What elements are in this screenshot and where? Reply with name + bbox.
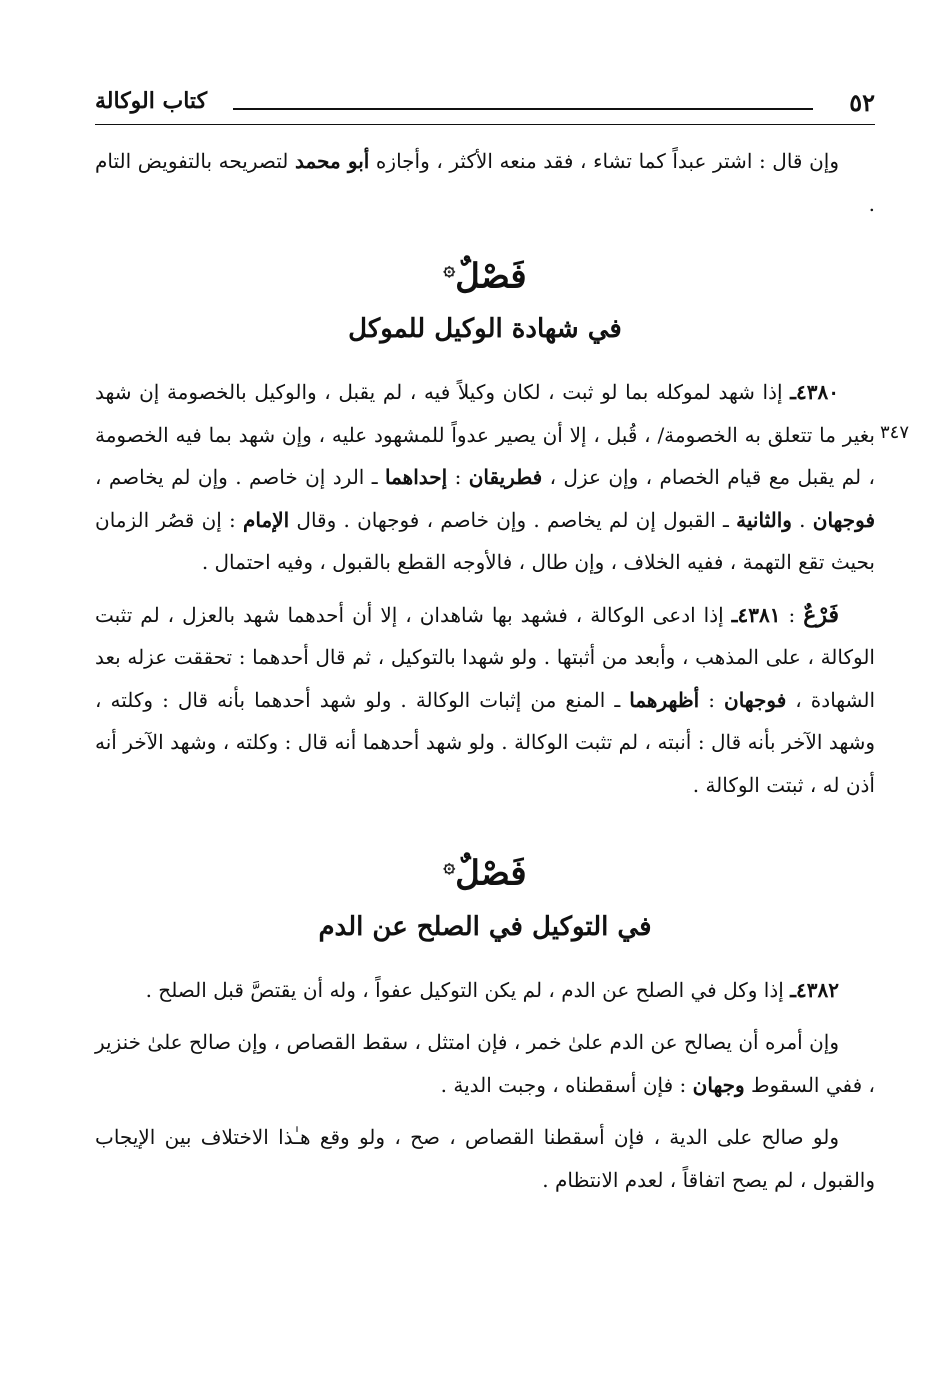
text-run: .: [791, 507, 813, 532]
text-run: ولو صالح على الدية ، فإن أسقطنا القصاص ، صح ، ولو وقع هـٰذا الاختلاف بين الإيجاب والقبول ، لم يصح اتفاقاً ، لعدم الانتظام .: [95, 1125, 875, 1192]
text-run: :: [447, 465, 469, 490]
text-run: وإن أمره أن يصالح عن الدم علىٰ خمر ، فإن امتثل ، سقط القصاص ، وإن صالح علىٰ خنزير ، ففي السقوط: [95, 1030, 875, 1097]
spacer: [95, 1011, 875, 1021]
section-fasl-title: [95, 239, 875, 305]
paragraph-number: ٤٣٨١ـ: [731, 602, 781, 627]
book-title: كتاب الوكالة: [95, 88, 208, 114]
running-header: [95, 88, 875, 128]
text-run: إذا وكل في الصلح عن الدم ، لم يكن التوكيل عفواً ، وله أن يقتصَّ قبل الصلح .: [145, 977, 791, 1002]
bold-term: فوجهان: [812, 507, 876, 532]
bold-term: فوجهان: [724, 687, 787, 712]
text-run: : إن قصُر الزمان بحيث تقع التهمة ، ففيه الخلاف ، وإن طال ، فالأوجه القطع بالقبول ، وفيه احتمال .: [95, 507, 875, 575]
header-underline: [95, 124, 875, 125]
fasl-word: فَصْلٌ: [455, 256, 527, 297]
text-run: :: [699, 687, 724, 712]
text-run: إذا شهد لموكله بما لو ثبت ، لكان وكيلاً فيه ، لم يقبل ، والوكيل بالخصومة إن شهد بغير ما تتعلق به الخصومة/ ، قُبل ، إلا أن يصير عدواً للمشهود عليه ، وإن شهد بما فيه الخصومة ، لم يقبل مع قيام الخصام ، وإن عزل ،: [95, 380, 875, 490]
section-heading: في شهادة الوكيل للموكل: [348, 314, 622, 345]
text-run: لتصريحه بالتفويض التام .: [95, 149, 875, 216]
paragraph-number: ٤٣٨٢ـ: [790, 977, 839, 1002]
paragraph-4382: [95, 969, 875, 1012]
bold-term: إحداهما: [385, 465, 448, 490]
bold-name: أبو محمد: [294, 149, 370, 173]
intro-paragraph: [95, 140, 875, 225]
page-body: [95, 140, 875, 1201]
text-run: ـ الرد إن خاصم . وإن لم يخاصم ،: [95, 465, 385, 490]
bold-term: وجهان: [692, 1072, 745, 1097]
bold-term: الإمام: [243, 507, 290, 532]
bold-term: فطريقان: [468, 465, 543, 490]
spacer: [95, 1106, 875, 1116]
margin-page-reference: ٣٤٧: [880, 422, 910, 443]
paragraph-number: ٤٣٨٠ـ: [790, 380, 839, 405]
ornament-icon: ۞: [443, 853, 456, 878]
far-label: فَرْعٌ: [803, 601, 839, 628]
text-run: ـ المنع من إثبات الوكالة . ولو شهد أحدهما بأنه قال : وكلته ، وشهد الآخر بأنه قال : أنبته ، لم تثبت الوكالة . ولو شهد أحدهما أنه قال : وكلته ، وشهد الآخر أنه أذن له ، ثبتت الوكالة .: [95, 687, 875, 797]
text-run: : فإن أسقطناه ، وجبت الدية .: [440, 1072, 693, 1097]
section-heading: في التوكيل في الصلح عن الدم: [318, 911, 652, 942]
text-run: إذا ادعى الوكالة ، فشهد بها شاهدان ، إلا أن أحدهما شهد بالعزل ، لم تثبت الوكالة ، على المذهب ، وأبعد من أثبتها . ولو شهدا بالتوكيل ، ثم قال أحدهما : تحققت عزله بعد الشهادة ،: [95, 602, 875, 712]
section-fasl-title: [95, 836, 875, 902]
text-run: وإن قال : اشتر عبداً كما تشاء ، فقد منعه الأكثر ، وأجازه: [369, 149, 839, 173]
fasl-word: فَصْلٌ: [455, 853, 527, 894]
paragraph-diya: [95, 1116, 875, 1201]
paragraph-khamr: [95, 1021, 875, 1106]
page-number: ٥٢: [849, 88, 875, 117]
paragraph-4380: [95, 371, 875, 584]
ornament-icon: ۞: [443, 256, 456, 280]
text-run: ـ القبول إن لم يخاصم . وإن خاصم ، فوجهان . وقال: [289, 507, 737, 532]
bold-term: والثانية: [736, 507, 792, 532]
spacer: [95, 584, 875, 594]
header-rule: [233, 108, 813, 110]
paragraph-4381: فَرْعٌ : ٤٣٨١ـ إذا ادعى الوكالة ، فشهد بها شاهدان ، إلا أن أحدهما شهد بالعزل ، لم تثبت الوكالة ، على المذهب ، وأبعد من أثبتها . ولو شهدا بالتوكيل ، ثم قال أحدهما : تحققت عزله بعد الشهادة ، فوجهان : أظهرهما ـ المنع من إثبات الوكالة . ولو شهد أحدهما بأنه قال : وكلته ، وشهد الآخر بأنه قال : أنبته ، لم تثبت الوكالة . ولو شهد أحدهما أنه قال : وكلته ، وشهد الآخر أنه أذن له ، ثبتت الوكالة .: [95, 601, 875, 797]
bold-term: أظهرهما: [629, 687, 700, 712]
